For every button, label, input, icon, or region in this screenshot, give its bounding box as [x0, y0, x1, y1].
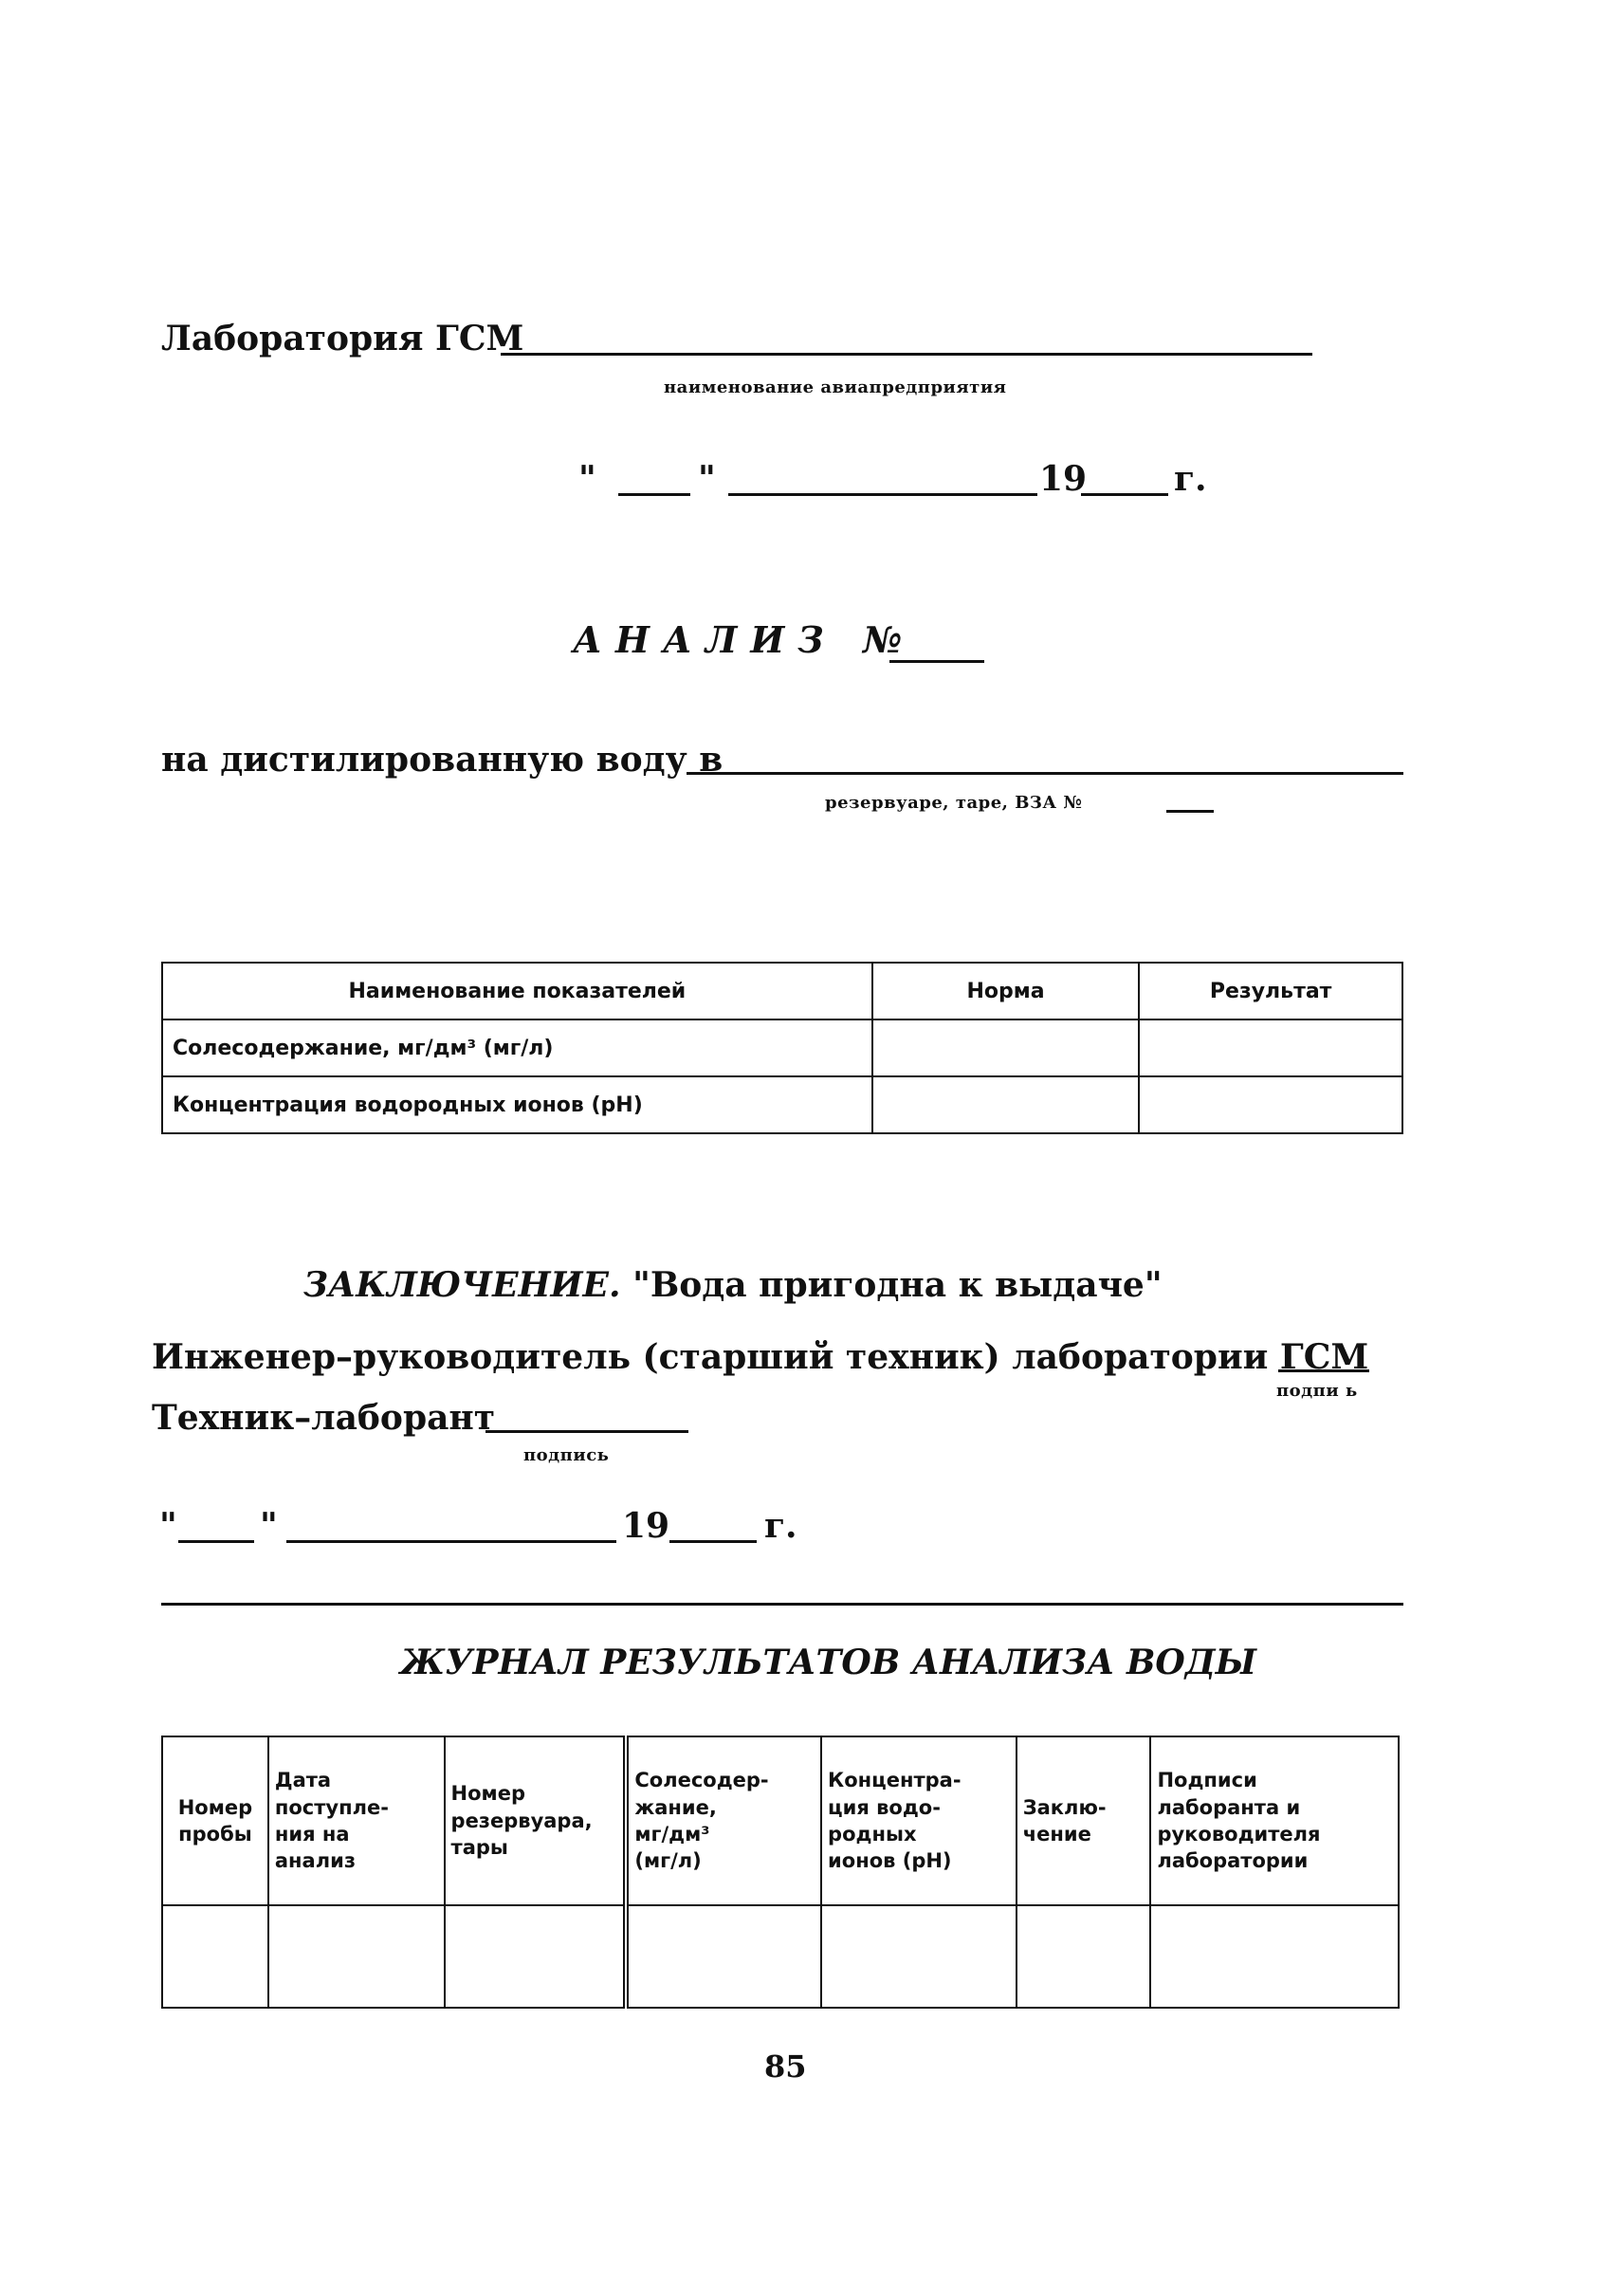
journal-header-sample-number: Номер пробы	[162, 1736, 268, 1905]
indicator-ph: Концентрация водородных ионов (pH)	[162, 1076, 872, 1133]
ph-norm-cell[interactable]	[872, 1076, 1140, 1133]
technician-label: Техник–лаборант	[152, 1398, 496, 1438]
conclusion-date-open-quote: "	[159, 1506, 177, 1546]
lab-name-caption: наименование авиапредприятия	[664, 377, 1007, 397]
date-year-suffix: г.	[1174, 459, 1207, 499]
journal-cell-salinity[interactable]	[626, 1905, 821, 2008]
date-year-prefix: 19	[1039, 459, 1088, 499]
journal-cell-sample-number[interactable]	[162, 1905, 268, 2008]
conclusion-text: "Вода пригодна к выдаче"	[632, 1265, 1163, 1305]
conclusion-date-year-suffix: г.	[764, 1506, 797, 1546]
indicator-salinity: Солесодержание, мг/дм³ (мг/л)	[162, 1019, 872, 1076]
journal-table	[161, 1736, 1400, 2009]
conclusion-label: ЗАКЛЮЧЕНИЕ.	[303, 1265, 621, 1305]
date-close-quote: "	[698, 459, 716, 499]
journal-cell-signatures[interactable]	[1150, 1905, 1399, 2008]
indicators-header-result: Результат	[1139, 963, 1402, 1019]
indicators-header-name: Наименование показателей	[162, 963, 872, 1019]
date-year-field[interactable]	[1081, 493, 1168, 496]
conclusion-date-year-field[interactable]	[669, 1540, 757, 1543]
indicators-header-row	[162, 963, 1402, 1019]
engineer-signature-caption: подпи ь	[1276, 1381, 1358, 1401]
page-number: 85	[764, 2048, 807, 2085]
technician-signature-field[interactable]	[485, 1430, 688, 1433]
table-row	[162, 1076, 1402, 1133]
indicators-table	[161, 962, 1403, 1134]
journal-title: ЖУРНАЛ РЕЗУЛЬТАТОВ АНАЛИЗА ВОДЫ	[400, 1643, 1257, 1682]
journal-cell-conclusion[interactable]	[1017, 1905, 1151, 2008]
conclusion-date-year-prefix: 19	[622, 1506, 670, 1546]
analysis-subject-caption: резервуаре, таре, ВЗА №	[825, 793, 1083, 813]
indicators-header-norm: Норма	[872, 963, 1140, 1019]
lab-label: Лаборатория ГСМ	[161, 319, 524, 358]
journal-header-ph: Концентра- ция водо- родных ионов (pH)	[821, 1736, 1017, 1905]
analysis-title: АНАЛИЗ №	[573, 618, 916, 661]
journal-cell-tank-number[interactable]	[445, 1905, 627, 2008]
salinity-result-cell[interactable]	[1139, 1019, 1402, 1076]
journal-cell-date[interactable]	[268, 1905, 445, 2008]
table-row	[162, 1905, 1399, 2008]
conclusion-date-month-field[interactable]	[286, 1540, 616, 1543]
salinity-norm-cell[interactable]	[872, 1019, 1140, 1076]
conclusion-line	[303, 1265, 1163, 1305]
journal-cell-ph[interactable]	[821, 1905, 1017, 2008]
journal-header-signatures: Подписи лаборанта и руководителя лаборатории	[1150, 1736, 1399, 1905]
journal-header-salinity: Солесодер- жание, мг/дм³ (мг/л)	[626, 1736, 821, 1905]
journal-header-date: Дата поступле- ния на анализ	[268, 1736, 445, 1905]
date-open-quote: "	[578, 459, 596, 499]
analysis-number-field[interactable]	[889, 660, 984, 663]
journal-header-conclusion: Заклю- чение	[1017, 1736, 1151, 1905]
engineer-signature-field[interactable]	[1278, 1369, 1369, 1372]
conclusion-date-day-field[interactable]	[178, 1540, 254, 1543]
table-row	[162, 1019, 1402, 1076]
conclusion-date-close-quote: "	[260, 1506, 278, 1546]
ph-result-cell[interactable]	[1139, 1076, 1402, 1133]
date-month-field[interactable]	[728, 493, 1037, 496]
technician-signature-caption: подпись	[523, 1445, 610, 1465]
lab-name-field[interactable]	[501, 353, 1312, 356]
date-day-field[interactable]	[618, 493, 690, 496]
section-divider	[161, 1603, 1403, 1606]
analysis-subject-field[interactable]	[687, 772, 1403, 775]
analysis-subject-label: на дистилированную воду в	[161, 740, 724, 780]
engineer-label: Инженер–руководитель (старший техник) лаборатории ГСМ	[152, 1337, 1369, 1377]
journal-header-tank-number: Номер резервуара, тары	[445, 1736, 627, 1905]
vza-number-field[interactable]	[1166, 810, 1214, 813]
journal-header-row	[162, 1736, 1399, 1905]
